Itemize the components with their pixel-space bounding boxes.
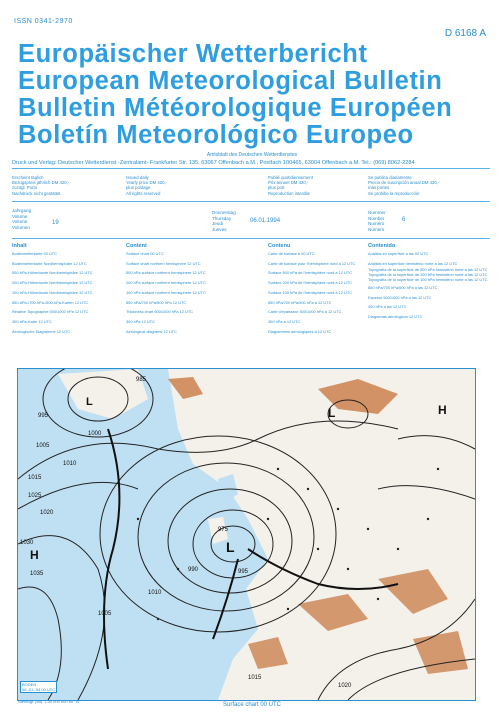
low-center-north: L (328, 406, 336, 420)
contents-item: 300 hPa a las 12 UTC (368, 304, 407, 310)
pubinfo-french: Publié quotidiennement Prix annuel DM 420,- plus port Reproduction interdite (268, 175, 313, 196)
publisher-line: Druck und Verlag: Deutscher Wetterdienst -Zentralamt- Frankfurter Str. 135, 63067 Offenbach a.M., Postfach 100465, 63004 Offenbach a.M. Tel.: (069) 8062-2284 (12, 160, 415, 166)
svg-text:1030: 1030 (20, 540, 34, 546)
issue-number: 6 (402, 217, 406, 223)
issue-date: 06.01.1994 (250, 218, 281, 224)
contents-german: Inhalt Bodenwetterkarte 00 UTC Bodenwetterkarte Nordhemisphäre 12 UTC 500-hPa-Höhenkarte Nordhemisphäre 12 UTC 200-hPa-Höhenkarte Nordhemisphäre 12 UTC 100-hPa-Höhenkarte Nordhemisphäre 12 UTC 850-hPa-/700-hPa-/500-hPa-Karten 12 UTC Relative Topographie 500/1000 hPa 12 UTC 300-hPa-Karte 12 UTC Aerologische Diagramme 12 UTC (12, 243, 124, 336)
publication-code: D 6168 A (444, 28, 486, 39)
contents-item: 300-hPa-Karte 12 UTC (12, 318, 52, 324)
title-spanish: Boletín Meteorológico Europeo (18, 121, 414, 149)
chart-label-box: BODEN 06.-01.-94 00 UTC (22, 682, 56, 692)
contents-item: Espesor 500/1000 hPa a las 12 UTC (368, 294, 432, 300)
contents-item: Topografía de la superficie de 200 hPa hemisferio norte a las 12 UTC (368, 272, 488, 278)
contents-item: 850 hPa/700 hPa/500 hPa 12 UTC (126, 299, 187, 305)
svg-text:1035: 1035 (30, 571, 44, 577)
volume-labels: Jahrgang Volume Volume Volumen (12, 208, 32, 230)
contents-item: Topografía de la superficie de 500 hPa hemisferio norte a las 12 UTC (368, 267, 488, 273)
contents-item: Surface chart 00 UTC (126, 251, 164, 256)
contents-item: Bodenwetterkarte 00 UTC (12, 251, 57, 256)
svg-text:990: 990 (188, 567, 199, 573)
contents-item: 200-hPa-Höhenkarte Nordhemisphäre 12 UTC (12, 280, 93, 286)
title-french: Bulletin Météorologique Européen (18, 94, 453, 122)
svg-text:1020: 1020 (338, 683, 352, 689)
svg-text:995: 995 (238, 569, 249, 575)
map-caption: Surface chart 00 UTC (222, 702, 282, 708)
contents-item: Surface 200 hPa de l'hémisphère nord à 12 UTC (268, 280, 353, 286)
contents-spanish: Contenido Análisis en superficie a las 00 UTC Análisis en superficie hemisferio norte a las 12 UTC Topografía de la superficie de 500 hPa hemisferio norte a las 12 UTC Topografía de la superficie de 200 hPa hemisferio norte a las 12 UTC Topografía de la superficie de 100 hPa hemisferio norte a las 12 UTC 850 hPa/700 hPa/500 hPa a las 12 UTC Espesor 500/1000 hPa a las 12 UTC 300 hPa a las 12 UTC Diagramas aerológicos 12 UTC (368, 243, 490, 322)
svg-text:985: 985 (136, 377, 147, 383)
contents-item: 300 hPa à 12 UTC (268, 318, 301, 324)
svg-text:1020: 1020 (40, 510, 54, 516)
contents-item: Thickness chart 500/1000 hPa 12 UTC (126, 309, 194, 315)
contents-item: 100 hPa surface northern hemisphere 12 UTC (126, 289, 206, 295)
pubinfo-spanish: Se publica diariamente Precio de suscripción anual DM 420,- más portes Se prohibe la reproducción (368, 175, 440, 196)
contents-item: Topografía de la superficie de 100 hPa hemisferio norte a las 12 UTC (368, 277, 488, 282)
map-scale: Stereogr. proj. 1:30 000 000 60° N (18, 699, 79, 704)
contents-english: Content Surface chart 00 UTC Surface chart northern hemisphere 12 UTC 500 hPa surface northern hemisphere 12 UTC 200 hPa surface northern hemisphere 12 UTC 100 hPa surface northern hemisphere 12 UTC 850 hPa/700 hPa/500 hPa 12 UTC Thickness chart 500/1000 hPa 12 UTC 300 hPa 12 UTC Aerological diagrams 12 UTC (126, 243, 264, 336)
contents-item: 300 hPa 12 UTC (126, 318, 155, 324)
contents-item: Aerological diagrams 12 UTC (126, 328, 177, 334)
contents-item: 200 hPa surface northern hemisphere 12 UTC (126, 280, 206, 286)
divider (12, 168, 490, 169)
high-center-east: H (438, 403, 447, 417)
contents-french: Contenu Carte de surface à 00 UTC Carte de surface pour l'hémisphère nord à 12 UTC Surface 500 hPa de l'hémisphère nord à 12 UTC Surface 200 hPa de l'hémisphère nord à 12 UTC Surface 100 hPa de l'hémisphère nord à 12 UTC 850 hPa/700 hPa/500 hPa à 12 UTC Carte d'épaisseur 500/1000 hPa à 12 UTC 300 hPa à 12 UTC Diagrammes aérologiques à 12 UTC (268, 243, 364, 336)
contents-item: 850 hPa/700 hPa/500 hPa a las 12 UTC (368, 284, 438, 290)
contents-item: 500 hPa surface northern hemisphere 12 UTC (126, 270, 206, 276)
contents-item: Surface 500 hPa de l'hémisphère nord à 12 UTC (268, 270, 353, 276)
svg-text:1000: 1000 (88, 431, 102, 437)
contents-item: Surface chart northern hemisphere 12 UTC (126, 260, 201, 266)
svg-text:1015: 1015 (28, 475, 42, 481)
contents-item: Análisis en superficie a las 00 UTC (368, 251, 429, 256)
contents-item: Surface 100 hPa de l'hémisphère nord à 12 UTC (268, 289, 353, 295)
contents-item: 500-hPa-Höhenkarte Nordhemisphäre 12 UTC (12, 270, 93, 276)
contents-item: Diagramas aerológicos 12 UTC (368, 313, 423, 319)
svg-text:1025: 1025 (28, 493, 42, 499)
divider (12, 201, 490, 202)
svg-text:1005: 1005 (36, 443, 50, 449)
contents-item: Relative Topographie 500/1000 hPa 12 UTC (12, 309, 89, 315)
title-german: Europäischer Wetterbericht (18, 40, 368, 68)
contents-item: 850 hPa/700 hPa/500 hPa à 12 UTC (268, 299, 332, 305)
contents-item: Diagrammes aérologiques à 12 UTC (268, 328, 332, 334)
svg-text:1005: 1005 (98, 611, 112, 617)
volume-value: 19 (52, 220, 59, 226)
pubinfo-german: Erscheint täglich Bezugspreis jährlich DM 420,- zuzügl. Porto Nachdruck nicht gestattet (12, 175, 70, 196)
low-center: L (226, 539, 235, 555)
contents-item: Carte de surface pour l'hémisphère nord à 12 UTC (268, 260, 356, 266)
contents-item: Carte de surface à 00 UTC (268, 251, 315, 256)
contents-item: Aerologische Diagramme 12 UTC (12, 328, 71, 334)
weekday-labels: Donnerstag Thursday Jeudi Jueves (212, 210, 236, 232)
svg-text:975: 975 (218, 527, 229, 533)
contents-item: 100-hPa-Höhenkarte Nordhemisphäre 12 UTC (12, 289, 93, 295)
number-labels: Nummer Number Numéro Número (368, 210, 386, 232)
pubinfo-english: Issued daily Yearly price DM 420,- plus postage All rights reserved (126, 175, 168, 196)
divider (12, 238, 490, 239)
amtsblatt: Amtsblatt des Deutschen Wetterdienstes (206, 152, 298, 158)
surface-chart-map (17, 368, 476, 701)
contents-item: Análisis en superficie hemisferio norte a las 12 UTC (368, 260, 458, 266)
contents-item: Bodenwetterkarte Nordhemisphäre 12 UTC (12, 260, 87, 266)
high-center-west: H (30, 548, 39, 562)
issn: ISSN 0341-2970 (14, 18, 73, 25)
svg-text:995: 995 (38, 413, 49, 419)
svg-text:1015: 1015 (248, 675, 262, 681)
svg-text:1010: 1010 (148, 590, 162, 596)
title-english: European Meteorological Bulletin (18, 67, 443, 95)
map-svg (18, 369, 475, 700)
svg-text:1010: 1010 (63, 461, 77, 467)
low-center-greenland: L (86, 396, 93, 408)
contents-item: Carte d'épaisseur 500/1000 hPa à 12 UTC (268, 309, 342, 315)
contents-item: 850-hPa-/700-hPa-/500-hPa-Karten 12 UTC (12, 299, 89, 305)
